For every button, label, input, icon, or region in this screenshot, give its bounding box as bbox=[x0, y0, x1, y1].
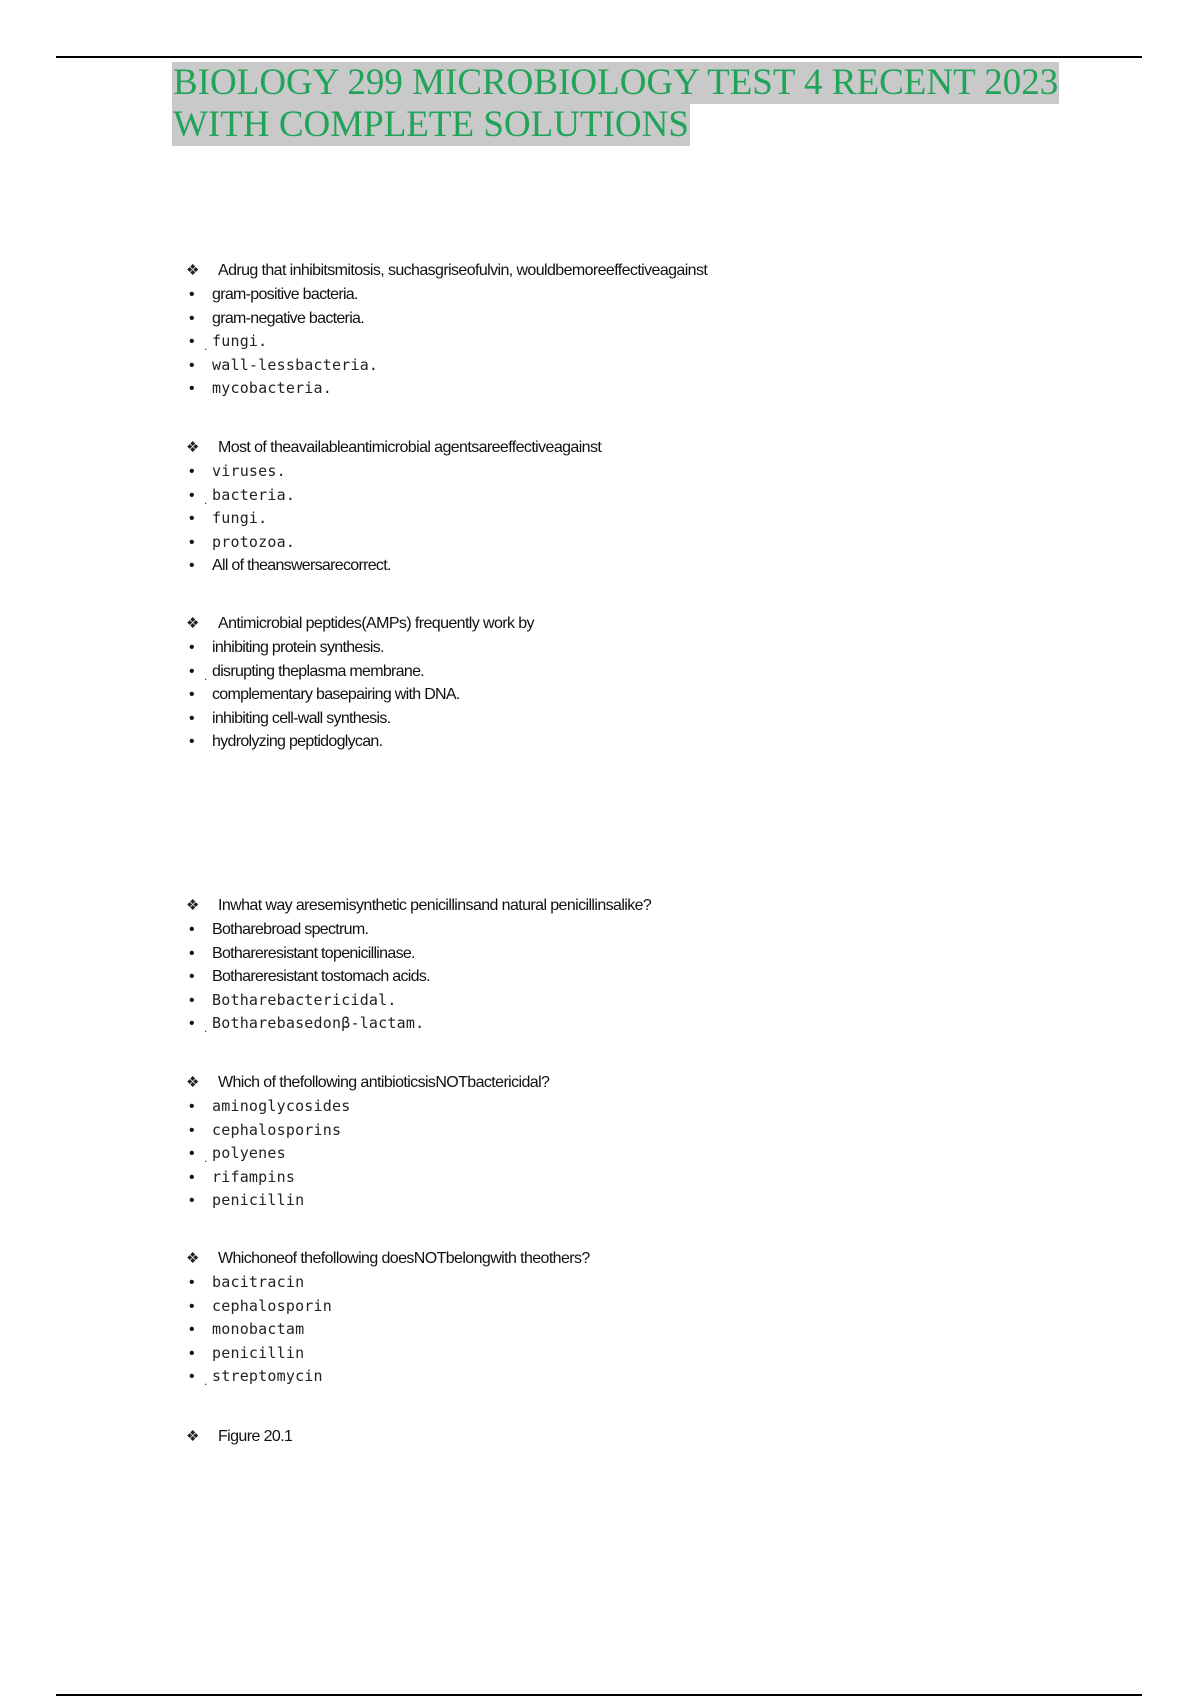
answer-option: • All of theanswersarecorrect. bbox=[186, 554, 1086, 578]
bullet-icon: • bbox=[189, 1368, 195, 1385]
diamond-bullet-icon: ❖ bbox=[186, 897, 199, 914]
answer-option: • cephalosporins bbox=[186, 1119, 1086, 1143]
bullet-icon: • bbox=[189, 1168, 195, 1186]
answer-options bbox=[186, 1095, 1086, 1213]
answer-option: • penicillin bbox=[186, 1189, 1086, 1213]
answer-mark-icon: . bbox=[204, 339, 208, 353]
bullet-icon: • bbox=[189, 356, 195, 374]
question-stem bbox=[186, 894, 1086, 918]
answer-option: • rifampins bbox=[186, 1166, 1086, 1190]
question-5 bbox=[186, 1071, 1086, 1213]
answer-option: • monobactam bbox=[186, 1318, 1086, 1342]
question-text: Antimicrobial peptides(AMPs) frequently work by bbox=[218, 615, 534, 632]
answer-option: • Bothareresistant topenicillinase. bbox=[186, 942, 1086, 966]
answer-option-marked: • . bacteria. bbox=[186, 484, 1086, 508]
answer-option: • cephalosporin bbox=[186, 1295, 1086, 1319]
answer-option: • penicillin bbox=[186, 1342, 1086, 1366]
answer-option: • wall-lessbacteria. bbox=[186, 354, 1086, 378]
answer-option: • hydrolyzing peptidoglycan. bbox=[186, 730, 1086, 754]
answer-options bbox=[186, 918, 1086, 1036]
answer-option: • gram-negative bacteria. bbox=[186, 307, 1086, 331]
bullet-icon: • bbox=[189, 1297, 195, 1315]
answer-mark-icon: . bbox=[204, 492, 208, 507]
bullet-icon: • bbox=[189, 286, 195, 303]
bullet-icon: • bbox=[189, 533, 195, 551]
bullet-icon: • bbox=[189, 1121, 195, 1139]
title-line-1: BIOLOGY 299 MICROBIOLOGY TEST 4 RECENT 2023 bbox=[173, 62, 1059, 103]
top-rule bbox=[56, 56, 1142, 58]
answer-option: • protozoa. bbox=[186, 531, 1086, 555]
answer-option-marked: • . Botharebasedonβ-lactam. bbox=[186, 1012, 1086, 1036]
question-stem bbox=[186, 1071, 1086, 1095]
title-line-2: WITH COMPLETE SOLUTIONS bbox=[173, 104, 689, 145]
diamond-bullet-icon: ❖ bbox=[186, 615, 199, 632]
answer-option: • Botharebactericidal. bbox=[186, 989, 1086, 1013]
bullet-icon: • bbox=[189, 1098, 195, 1115]
bullet-icon: • bbox=[189, 1321, 195, 1338]
question-3 bbox=[186, 612, 1086, 754]
answer-mark-icon: . bbox=[204, 1021, 208, 1035]
answer-option: • mycobacteria. bbox=[186, 377, 1086, 401]
answer-option-marked: • . fungi. bbox=[186, 330, 1086, 354]
question-7 bbox=[186, 1425, 1086, 1449]
answer-option: • viruses. bbox=[186, 460, 1086, 484]
bullet-icon: • bbox=[189, 686, 195, 703]
answer-mark-icon: . bbox=[204, 1374, 208, 1388]
question-2 bbox=[186, 436, 1086, 578]
answer-options bbox=[186, 283, 1086, 401]
bullet-icon: • bbox=[189, 1344, 195, 1362]
question-stem bbox=[186, 436, 1086, 460]
diamond-bullet-icon: ❖ bbox=[186, 1428, 199, 1445]
answer-option-marked: • . streptomycin bbox=[186, 1365, 1086, 1389]
question-text: Inwhat way aresemisynthetic penicillinsand natural penicillinsalike? bbox=[218, 897, 652, 914]
diamond-bullet-icon: ❖ bbox=[186, 1250, 199, 1267]
bullet-icon: • bbox=[189, 639, 195, 656]
question-text: Most of theavailableantimicrobial agentsareeffectiveagainst bbox=[218, 439, 602, 456]
question-stem bbox=[186, 612, 1086, 636]
answer-options bbox=[186, 460, 1086, 578]
bullet-icon: • bbox=[189, 486, 195, 504]
answer-option: • Bothareresistant tostomach acids. bbox=[186, 965, 1086, 989]
bullet-icon: • bbox=[189, 510, 195, 527]
document-title bbox=[172, 62, 1059, 146]
answer-option: • gram-positive bacteria. bbox=[186, 283, 1086, 307]
diamond-bullet-icon: ❖ bbox=[186, 262, 199, 279]
answer-option: • aminoglycosides bbox=[186, 1095, 1086, 1119]
answer-mark-icon: . bbox=[204, 1151, 208, 1165]
answer-option-marked: • . disrupting theplasma membrane. bbox=[186, 660, 1086, 684]
bullet-icon: • bbox=[189, 309, 195, 327]
answer-option-marked: • . polyenes bbox=[186, 1142, 1086, 1166]
question-text: Whichoneof thefollowing doesNOTbelongwith theothers? bbox=[218, 1250, 590, 1267]
answer-options bbox=[186, 1271, 1086, 1389]
diamond-bullet-icon: ❖ bbox=[186, 439, 199, 456]
question-stem bbox=[186, 259, 1086, 283]
bullet-icon: • bbox=[189, 463, 195, 480]
question-stem bbox=[186, 1247, 1086, 1271]
answer-option: • inhibiting cell-wall synthesis. bbox=[186, 707, 1086, 731]
bullet-icon: • bbox=[189, 662, 195, 680]
bullet-icon: • bbox=[189, 944, 195, 962]
answer-option: • bacitracin bbox=[186, 1271, 1086, 1295]
bullet-icon: • bbox=[189, 1274, 195, 1291]
answer-options bbox=[186, 636, 1086, 754]
question-1 bbox=[186, 259, 1086, 401]
bullet-icon: • bbox=[189, 709, 195, 727]
question-6 bbox=[186, 1247, 1086, 1389]
bullet-icon: • bbox=[189, 921, 195, 938]
bullet-icon: • bbox=[189, 991, 195, 1009]
bullet-icon: • bbox=[189, 557, 195, 574]
answer-option: • complementary basepairing with DNA. bbox=[186, 683, 1086, 707]
bullet-icon: • bbox=[189, 1145, 195, 1162]
answer-option: • fungi. bbox=[186, 507, 1086, 531]
question-text: Which of thefollowing antibioticsisNOTbactericidal? bbox=[218, 1074, 550, 1091]
bullet-icon: • bbox=[189, 1015, 195, 1032]
bullet-icon: • bbox=[189, 968, 195, 985]
bullet-icon: • bbox=[189, 733, 195, 750]
answer-mark-icon: . bbox=[204, 668, 208, 683]
question-text: Adrug that inhibitsmitosis, suchasgriseofulvin, wouldbemoreeffectiveagainst bbox=[218, 262, 708, 279]
diamond-bullet-icon: ❖ bbox=[186, 1074, 199, 1091]
bullet-icon: • bbox=[189, 333, 195, 350]
bullet-icon: • bbox=[189, 380, 195, 397]
answer-option: • Botharebroad spectrum. bbox=[186, 918, 1086, 942]
question-4 bbox=[186, 894, 1086, 1036]
bullet-icon: • bbox=[189, 1192, 195, 1209]
answer-option: • inhibiting protein synthesis. bbox=[186, 636, 1086, 660]
question-stem bbox=[186, 1425, 1086, 1449]
bottom-rule bbox=[56, 1694, 1142, 1696]
figure-reference: Figure 20.1 bbox=[218, 1428, 293, 1445]
